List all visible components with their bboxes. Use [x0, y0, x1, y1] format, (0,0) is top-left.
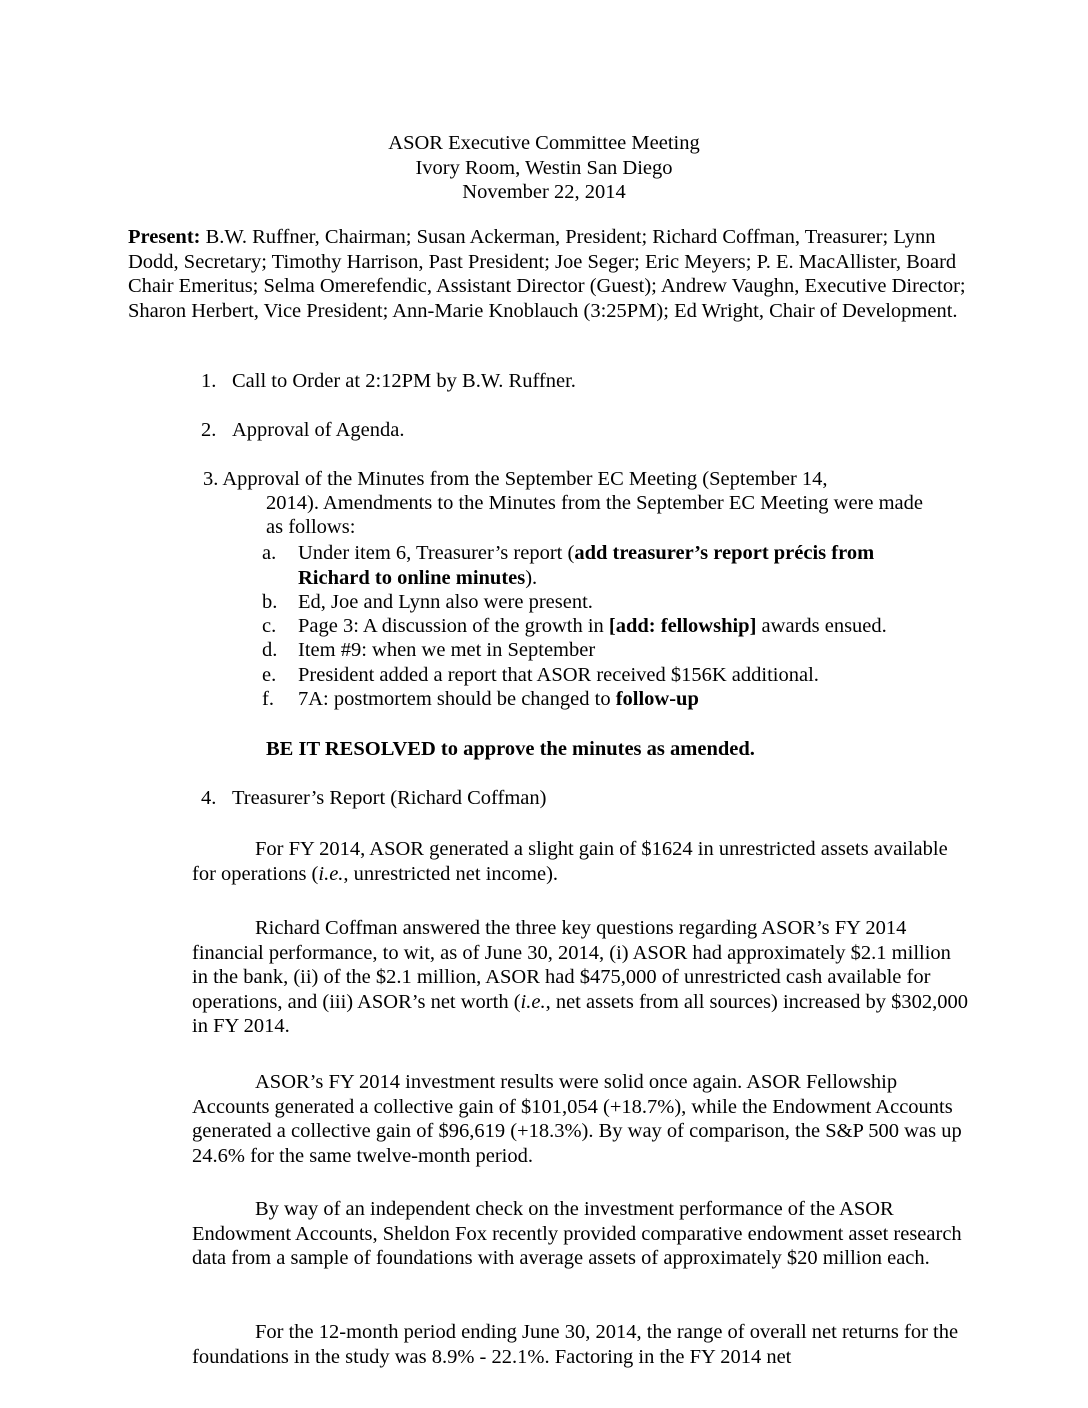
amendment-letter: d. [262, 639, 278, 661]
item-text: Call to Order at 2:12PM by B.W. Ruffner. [232, 370, 576, 392]
present-label: Present: [128, 226, 201, 248]
meeting-location: Ivory Room, Westin San Diego [415, 156, 673, 179]
item-number: 1. [201, 370, 217, 392]
meeting-title: ASOR Executive Committee Meeting [388, 132, 700, 154]
item-text: Treasurer’s Report (Richard Coffman) [232, 787, 547, 809]
p2-italic: i.e. [520, 990, 546, 1013]
item-3-line-3: as follows: [266, 516, 356, 538]
item-text: Approval of Agenda. [232, 419, 405, 441]
p1-pre: For FY 2014, ASOR generated a slight gain of $1624 in unrestricted assets available for operations ( [192, 838, 948, 885]
amendment-letter: e. [262, 664, 277, 686]
p1-post: , unrestricted net income). [343, 862, 559, 885]
paragraph-investment-results: ASOR’s FY 2014 investment results were solid once again. ASOR Fellowship Accounts generated a collective gain of $101,054 (+18.7%), while the Endowment Accounts generated a collective gain of $96,619 (+18.3%). By way of comparison, the S&P 500 was up 24.6% for the same twelve-month period. [192, 1071, 962, 1167]
amendment-f-pre: 7A: postmortem should be changed to [298, 688, 616, 710]
paragraph-net-returns: For the 12-month period ending June 30, 2014, the range of overall net returns for the foundations in the study was 8.9% - 22.1%. Factoring in the FY 2014 net [192, 1321, 959, 1368]
amendment-f-bold: follow-up [615, 688, 699, 710]
amendment-a-bold-2: Richard to online minutes [298, 566, 526, 589]
paragraph-key-questions [192, 916, 968, 1039]
p2-post: , net assets from all sources) increased by $302,000 in FY 2014. [192, 990, 968, 1037]
item-number: 4. [201, 787, 217, 809]
amendment-a-pre: Under item 6, Treasurer’s report ( [298, 542, 575, 564]
amendment-a-post: ). [525, 566, 538, 589]
attendees-list: B.W. Ruffner, Chairman; Susan Ackerman, President; Richard Coffman, Treasurer; Lynn Dodd, Secretary; Timothy Harrison, Past President; Joe Seger; Eric Meyers; P. E. MacAllister, Board Chair Emeritus; Selma Omerefendic, Assistant Director (Guest); Andrew Vaughn, Executive Director; Sharon Herbert, Vice President; Ann-Marie Knoblauch (3:25PM); Ed Wright, Chair of Development. [128, 226, 966, 322]
p1-italic: i.e. [318, 862, 344, 885]
paragraph-fy2014-gain [192, 837, 968, 886]
amendment-c-bold: [add: fellowship] [608, 615, 757, 637]
amendment-c-pre: Page 3: A discussion of the growth in [298, 615, 609, 637]
paragraph-independent-check: By way of an independent check on the investment performance of the ASOR Endowment Accounts, Sheldon Fox recently provided comparative endowment asset research data from a sample of foundations with average assets of approximately $20 million each. [192, 1198, 962, 1269]
attendees-paragraph [128, 225, 968, 323]
amendment-a-bold-1: add treasurer’s report précis from [574, 542, 875, 564]
amendment-letter: b. [262, 591, 278, 613]
amendment-text [298, 614, 958, 639]
amendment-c-post: awards ensued. [756, 615, 887, 637]
resolution: BE IT RESOLVED to approve the minutes as amended. [266, 738, 755, 760]
amendment-text: President added a report that ASOR received $156K additional. [298, 664, 819, 686]
amendment-text [298, 541, 958, 590]
amendment-letter: c. [262, 615, 277, 637]
amendment-letter: a. [262, 542, 277, 564]
amendment-text [298, 687, 958, 712]
item-3-line-2: 2014). Amendments to the Minutes from the September EC Meeting were made [266, 492, 923, 514]
p2-pre: Richard Coffman answered the three key questions regarding ASOR’s FY 2014 financial performance, to wit, as of June 30, 2014, (i) ASOR had approximately $2.1 million in the bank, (ii) of the $2.1 million, ASOR had $475,000 of unrestricted cash available for operations, and (iii) ASOR’s net worth ( [192, 917, 951, 1013]
amendment-text: Item #9: when we met in September [298, 639, 596, 661]
document-header [0, 131, 1088, 205]
amendment-text: Ed, Joe and Lynn also were present. [298, 591, 593, 613]
item-3-line-1: 3. Approval of the Minutes from the September EC Meeting (September 14, [203, 468, 828, 490]
item-number: 2. [201, 419, 217, 441]
amendment-letter: f. [262, 688, 274, 710]
meeting-date: November 22, 2014 [462, 181, 626, 203]
